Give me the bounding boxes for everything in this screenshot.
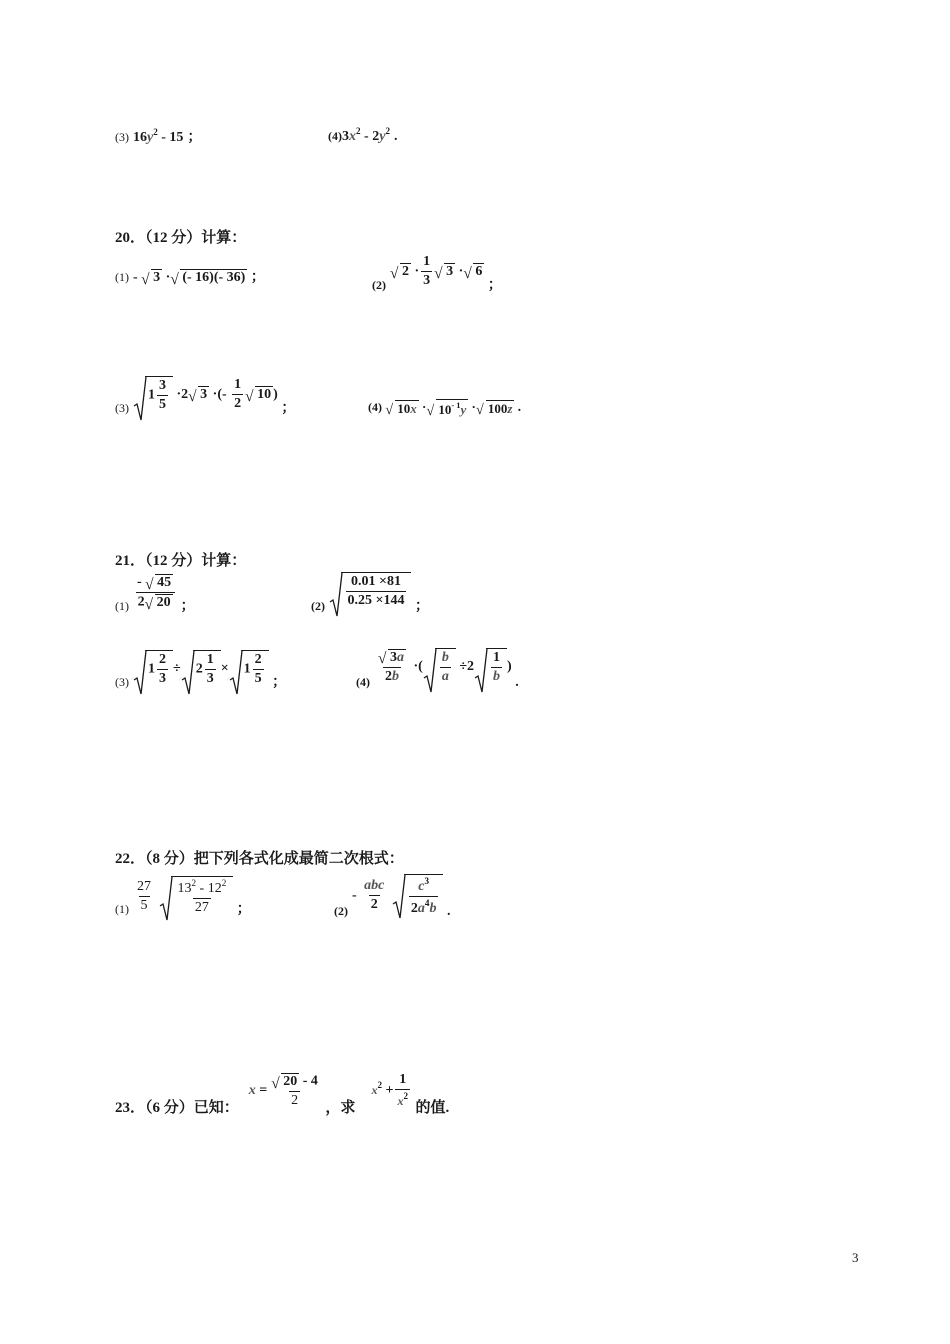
q20-p4-expr: √ 10x · √ $10^{- 1}y$ · √ 100z <box>385 399 513 420</box>
q23-heading: 23．（6 分）已知： <box>115 1100 239 1117</box>
q20-p1-end: ； <box>250 270 265 285</box>
q20-p3-expr: 1 $\frac{3}{5}$ ·2 √ 3 ·(- $\frac{1}{2}$ √ 10 ) <box>133 387 281 402</box>
q21-heading: 21．（12 分）计算： <box>115 553 247 569</box>
q20-p4-end: . <box>517 400 522 415</box>
q23-mid: ，求 <box>325 1100 356 1117</box>
q21-part4 <box>356 648 519 690</box>
q21-p3-end: ； <box>272 674 287 690</box>
q22-p1-expr: $\frac{27}{5}$ $\frac{13^2 - 12^2}{27}$ <box>133 888 237 903</box>
q19-p4-label: (4) <box>328 129 342 143</box>
q23-target-expr: $x^2$ + $\frac{1}{x^2}$ <box>371 1072 409 1108</box>
q22-p2-expr: - $\frac{\text{abc}}{2}$ $\frac{c^3}{2a^4b}$ <box>352 888 447 903</box>
q20-heading: 20．（12 分）计算： <box>115 230 247 246</box>
q19-p3-expr: $16y^2 - 15$ <box>133 127 184 145</box>
q21-p1-end: ； <box>180 598 195 614</box>
q22-p1-label: (1) <box>115 902 129 917</box>
q20-p2-end: ； <box>487 277 502 293</box>
q22-part1 <box>115 876 251 916</box>
q20-part3 <box>115 376 296 416</box>
q21-p4-label: (4) <box>356 674 370 689</box>
q20-p4-label: (4) <box>368 400 382 414</box>
q21-p1-label: (1) <box>115 598 129 613</box>
q20-p2-label: (2) <box>372 277 386 292</box>
q22-p2-label: (2) <box>334 903 348 918</box>
q20-p1-expr: - √ 3 · √ (- 16)(- 36) <box>133 270 246 288</box>
q19-part3 <box>115 126 201 146</box>
q20-p1-label: (1) <box>115 270 129 284</box>
q20-p2-expr: √ 2 · $\frac{1}{3}$ √ 3 · √ 6 <box>390 254 483 288</box>
q19-p4-expr: $3x^2 - 2y^2$ <box>342 126 390 144</box>
q21-p3-label: (3) <box>115 674 129 689</box>
q19-p3-label: (3) <box>115 130 129 144</box>
q22-heading: 22．（8 分）把下列各式化成最简二次根式： <box>115 851 404 867</box>
q22-p1-end: ； <box>236 902 251 918</box>
q20-part1 <box>115 266 265 286</box>
q21-part2 <box>311 572 429 614</box>
q22-part2 <box>334 874 450 917</box>
q19-p4-end: . <box>393 129 398 144</box>
q22-p2-end: . <box>446 903 451 919</box>
q21-p4-expr: √ 3a 2b ·( $\frac{b}{a}$ ÷2 $\frac{1}{b}$ ) <box>374 659 515 674</box>
q21-part1 <box>115 574 195 614</box>
q20-p3-end: ； <box>281 400 296 416</box>
q21-part3 <box>115 650 287 690</box>
page-number: 3 <box>852 1250 859 1265</box>
q20-part2 <box>372 254 502 293</box>
q23-x-def: x = √ 20 - 4 2 <box>248 1073 318 1108</box>
q19-p3-end: ； <box>187 130 202 145</box>
q20-part4 <box>368 398 521 418</box>
q21-p1-expr: - √ 45 2 √ 20 <box>133 585 181 600</box>
q19-part4 <box>328 126 397 145</box>
q21-p2-expr: $\frac{0.01 \times 81}{0.25 \times 144}$ <box>325 583 415 598</box>
q21-p2-label: (2) <box>311 598 325 613</box>
q21-p2-end: ； <box>414 598 429 614</box>
q23-line <box>115 1072 450 1117</box>
q20-p3-label: (3) <box>115 400 129 415</box>
q21-p3-expr: 1 $\frac{2}{3}$ ÷ 2 $\frac{1}{3}$ × 1 $\frac{2}{5}$ <box>133 661 272 676</box>
q23-tail: 的值. <box>415 1100 450 1117</box>
q21-p4-end: . <box>515 674 519 690</box>
